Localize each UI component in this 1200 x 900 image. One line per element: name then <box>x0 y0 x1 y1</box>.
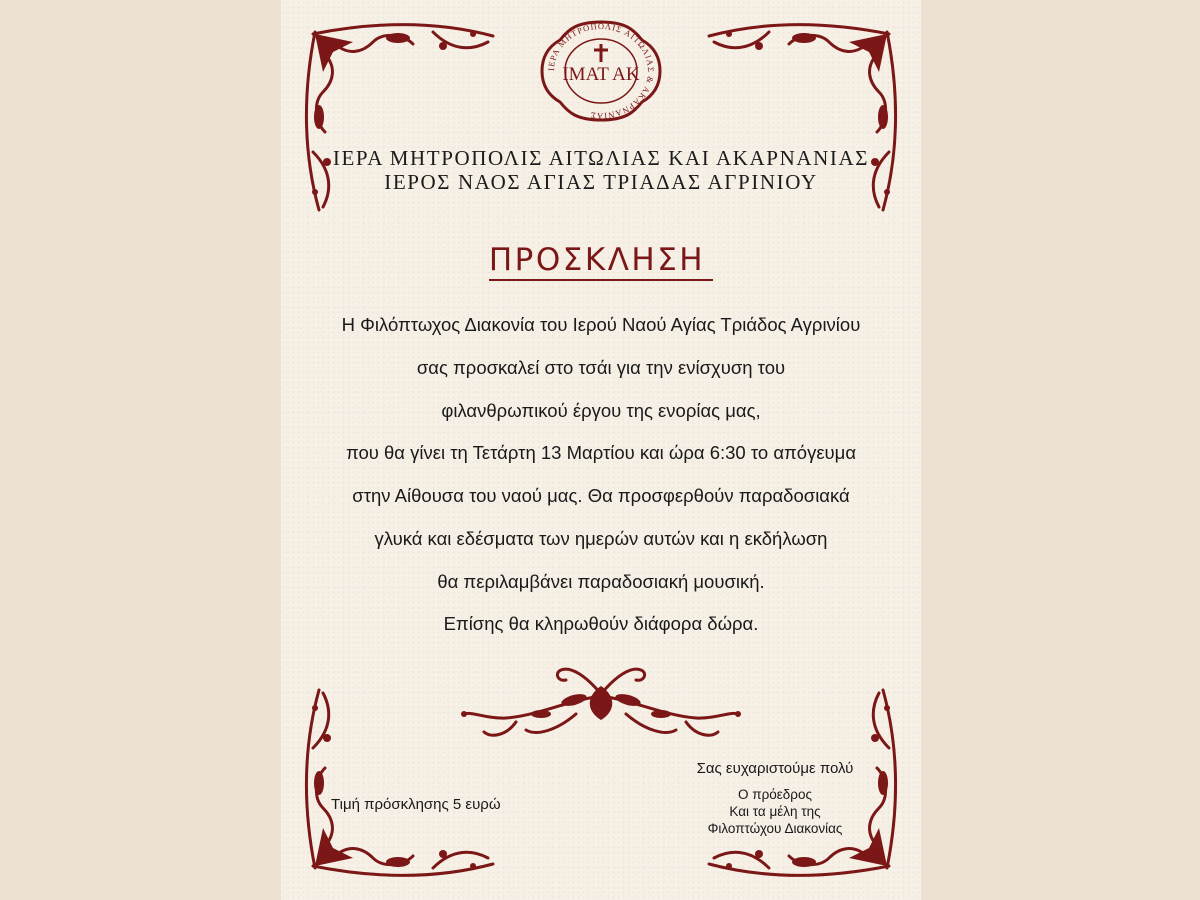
seal-monogram: ΙΜΑΤ ΑΚ <box>562 64 640 85</box>
header-line-2: ΙΕΡΟΣ ΝΑΟΣ ΑΓΙΑΣ ΤΡΙΑΔΑΣ ΑΓΡΙΝΙΟΥ <box>384 170 818 194</box>
body-line: σας προσκαλεί στο τσάι για την ενίσχυση του <box>416 357 786 378</box>
center-flourish-ornament <box>456 656 746 746</box>
metropolis-seal-icon <box>538 18 664 124</box>
invitation-title-text: ΠΡΟΣΚΛΗΣΗ <box>489 242 713 281</box>
signature-line-3: Φιλοπτώχου Διακονίας <box>707 821 843 836</box>
body-line: θα περιλαμβάνει παραδοσιακή μουσική. <box>437 571 765 592</box>
body-line: Η Φιλόπτωχος Διακονία του Ιερού Ναού Αγίας Τριάδος Αγρινίου <box>341 314 861 335</box>
body-line: Επίσης θα κληρωθούν διάφορα δώρα. <box>443 613 759 634</box>
ticket-price: Τιμή πρόσκλησης 5 ευρώ <box>331 796 501 813</box>
seal-ring-text: ΙΕΡΑ ΜΗΤΡΟΠΟΛΙΣ ΑΙΤΩΛΙΑΣ & ΑΚΑΡΝΑΝΙΑΣ <box>545 20 657 122</box>
body-line: γλυκά και εδέσματα των ημερών αυτών και η εκδήλωση <box>374 528 828 549</box>
signature-line-2: Και τα μέλη της <box>729 804 821 819</box>
invitation-card <box>281 0 921 900</box>
body-line: που θα γίνει τη Τετάρτη 13 Μαρτίου και ώρα 6:30 το απόγευμα <box>345 442 857 463</box>
thanks-text: Σας ευχαριστούμε πολύ <box>696 760 854 777</box>
header-line-1: ΙΕΡΑ ΜΗΤΡΟΠΟΛΙΣ ΑΙΤΩΛΙΑΣ ΚΑΙ ΑΚΑΡΝΑΝΙΑΣ <box>332 146 870 170</box>
body-line: στην Αίθουσα του ναού μας. Θα προσφερθούν παραδοσιακά <box>352 485 850 506</box>
body-line: φιλανθρωπικού έργου της ενορίας μας, <box>441 400 761 421</box>
signature-line-1: Ο πρόεδρος <box>738 787 812 802</box>
invitation-title <box>281 242 921 278</box>
